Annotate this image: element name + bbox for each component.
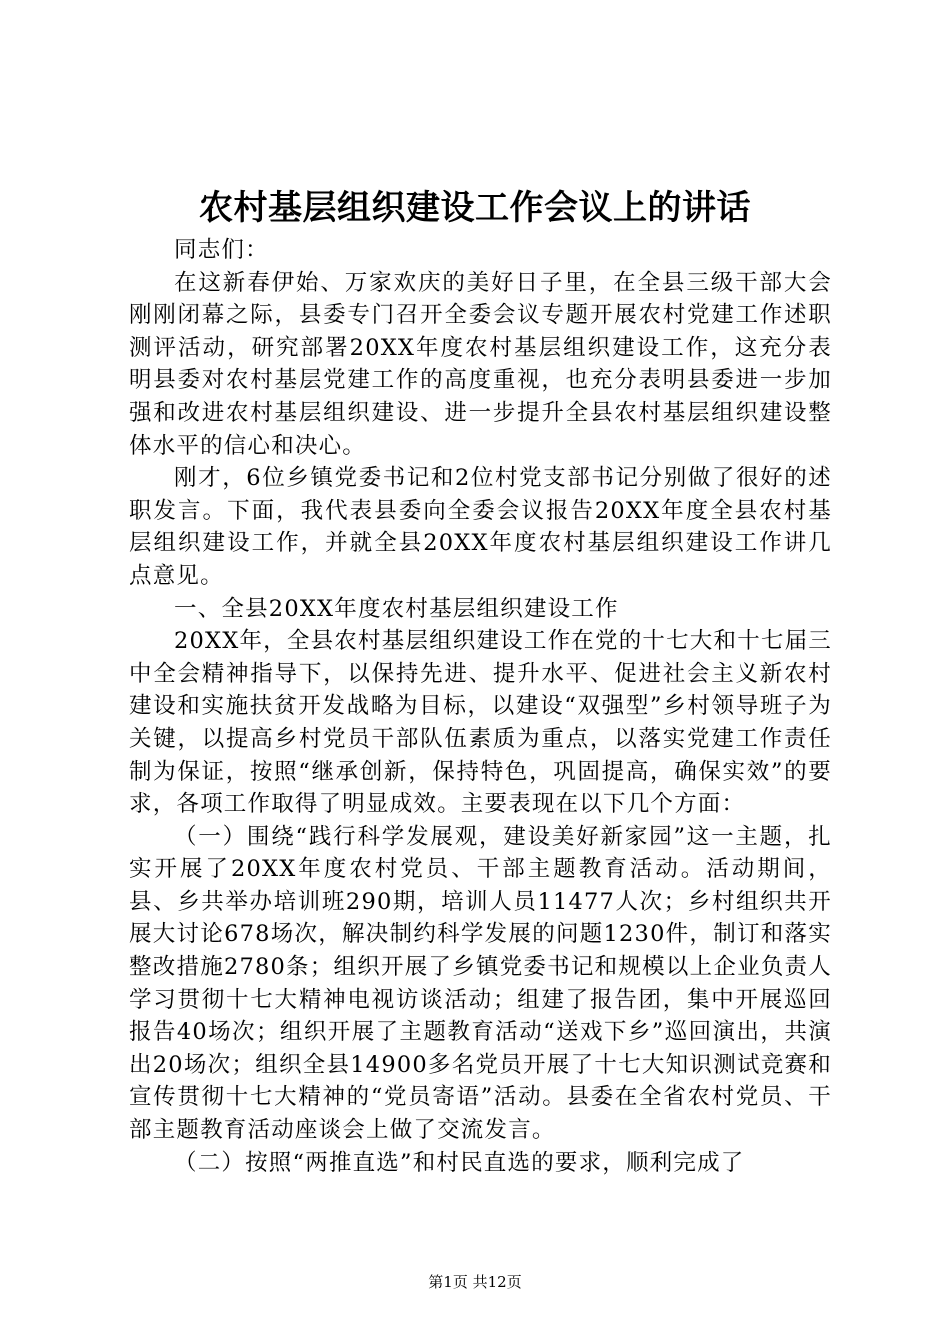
body-paragraph-5: （二）按照“两推直选”和村民直选的要求，顺利完成了	[174, 1149, 745, 1176]
body-paragraph-3: 20XX年，全县农村基层组织建设工作在党的十七大和十七届三中全会精神指导下，以保持先进、提升水平、促进社会主义新农村建设和实施扶贫开发战略为目标，以建设“双强型”乡村领导班子为关键，以提高乡村党员干部队伍素质为重点，以落实党建工作责任制为保证，按照“继承创新，保持特色，巩固提高，确保实效”的要求，各项工作取得了明显成效。主要表现在以下几个方面：	[129, 628, 832, 818]
section-heading-1: 一、全县20XX年度农村基层组织建设工作	[174, 595, 619, 622]
body-paragraph-1: 在这新春伊始、万家欢庆的美好日子里，在全县三级干部大会刚刚闭幕之际，县委专门召开全委会议专题开展农村党建工作述职测评活动，研究部署20XX年度农村基层组织建设工作，这充分表明县委对农村基层党建工作的高度重视，也充分表明县委进一步加强和改进农村基层组织建设、进一步提升全县农村基层组织建设整体水平的信心和决心。	[129, 269, 832, 459]
document-body	[129, 234, 832, 1179]
body-paragraph-2: 刚才，6位乡镇党委书记和2位村党支部书记分别做了很好的述职发言。下面，我代表县委向全委会议报告20XX年度全县农村基层组织建设工作，并就全县20XX年度农村基层组织建设工作讲几点意见。	[129, 465, 832, 589]
page-number-footer: 第1页 共12页	[428, 1273, 522, 1291]
greeting-paragraph: 同志们：	[174, 237, 269, 263]
document-title: 农村基层组织建设工作会议上的讲话	[199, 188, 751, 228]
body-paragraph-4: （一）围绕“践行科学发展观，建设美好新家园”这一主题，扎实开展了20XX年度农村党员、干部主题教育活动。活动期间，县、乡共举办培训班290期，培训人员11477人次；乡村组织共开展大讨论678场次，解决制约科学发展的问题1230件，制订和落实整改措施2780条；组织开展了乡镇党委书记和规模以上企业负责人学习贯彻十七大精神电视访谈活动；组建了报告团，集中开展巡回报告40场次；组织开展了主题教育活动“送戏下乡”巡回演出，共演出20场次；组织全县14900多名党员开展了十七大知识测试竞赛和宣传贯彻十七大精神的“党员寄语”活动。县委在全省农村党员、干部主题教育活动座谈会上做了交流发言。	[129, 823, 832, 1144]
